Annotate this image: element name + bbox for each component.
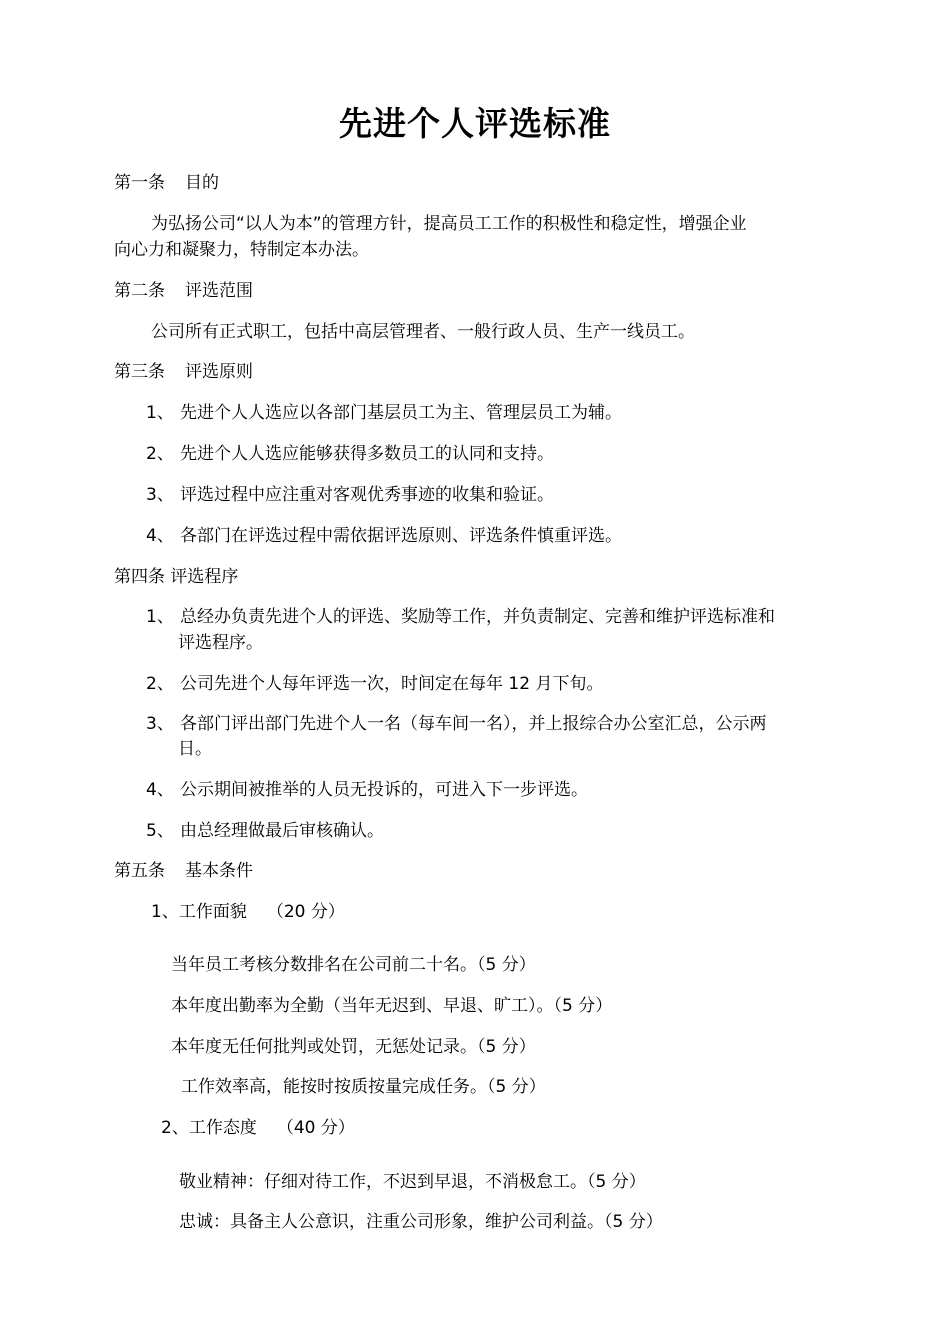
article-2-number: 第二条 (114, 281, 165, 301)
list-item-number: 1、 (146, 403, 174, 423)
list-item-text: 公示期间被推举的人员无投诉的，可进入下一步评选。 (180, 780, 588, 800)
list-item-continuation: 评选程序。 (178, 633, 263, 653)
list-item-text: 各部门在评选过程中需依据评选原则、评选条件慎重评选。 (180, 526, 622, 546)
criterion-item: 本年度无任何批判或处罚，无惩处记录。（5 分） (171, 1037, 536, 1057)
subsection-1-score: （20 分） (266, 902, 345, 922)
list-item (146, 780, 588, 800)
list-item (146, 607, 775, 627)
list-item-number: 5、 (146, 821, 174, 841)
article-5-number: 第五条 (114, 861, 165, 881)
list-item-number: 1、 (146, 607, 174, 627)
article-1-name: 目的 (185, 173, 219, 193)
subsection-1-label: 1、工作面貌 (151, 902, 247, 922)
list-item-number: 2、 (146, 674, 174, 694)
subsection-2-heading (161, 1118, 355, 1138)
criterion-item: 本年度出勤率为全勤（当年无迟到、早退、旷工）。（5 分） (171, 996, 613, 1016)
article-5-name: 基本条件 (185, 861, 253, 881)
list-item-number: 2、 (146, 444, 174, 464)
list-item (146, 485, 554, 505)
article-5-heading (114, 861, 253, 881)
list-item (146, 444, 554, 464)
list-item-number: 3、 (146, 714, 174, 734)
list-item-text: 评选过程中应注重对客观优秀事迹的收集和验证。 (180, 485, 554, 505)
subsection-2-label: 2、工作态度 (161, 1118, 257, 1138)
article-4-heading: 第四条 评选程序 (114, 567, 239, 587)
criterion-item: 当年员工考核分数排名在公司前二十名。（5 分） (171, 955, 536, 975)
list-item-continuation: 日。 (178, 739, 212, 759)
criterion-item: 敬业精神：仔细对待工作，不迟到早退，不消极怠工。（5 分） (179, 1172, 646, 1192)
list-item-number: 4、 (146, 780, 174, 800)
list-item (146, 403, 622, 423)
article-1-number: 第一条 (114, 173, 165, 193)
article-1-body-line2: 向心力和凝聚力，特制定本办法。 (114, 240, 369, 260)
article-1-body-line1: 为弘扬公司“以人为本”的管理方针，提高员工工作的积极性和稳定性，增强企业 (151, 214, 747, 234)
list-item-number: 3、 (146, 485, 174, 505)
list-item (146, 674, 603, 694)
article-2-name: 评选范围 (185, 281, 253, 301)
list-item (146, 714, 767, 734)
list-item (146, 821, 384, 841)
criterion-item: 工作效率高，能按时按质按量完成任务。（5 分） (181, 1077, 546, 1097)
list-item-text: 先进个人人选应以各部门基层员工为主、管理层员工为辅。 (180, 403, 622, 423)
list-item (146, 526, 622, 546)
list-item-text: 总经办负责先进个人的评选、奖励等工作，并负责制定、完善和维护评选标准和 (180, 607, 775, 627)
article-2-body: 公司所有正式职工，包括中高层管理者、一般行政人员、生产一线员工。 (151, 322, 695, 342)
list-item-text: 先进个人人选应能够获得多数员工的认同和支持。 (180, 444, 554, 464)
article-1-heading (114, 173, 219, 193)
list-item-text: 由总经理做最后审核确认。 (180, 821, 384, 841)
list-item-number: 4、 (146, 526, 174, 546)
subsection-2-score: （40 分） (276, 1118, 355, 1138)
document-title: 先进个人评选标准 (339, 104, 611, 143)
list-item-text: 各部门评出部门先进个人一名（每车间一名），并上报综合办公室汇总，公示两 (180, 714, 767, 734)
article-3-name: 评选原则 (185, 362, 253, 382)
list-item-text: 公司先进个人每年评选一次，时间定在每年 12 月下旬。 (180, 674, 604, 694)
criterion-item: 忠诚：具备主人公意识，注重公司形象，维护公司利益。（5 分） (179, 1212, 663, 1232)
subsection-1-heading (151, 902, 345, 922)
article-2-heading (114, 281, 253, 301)
article-3-number: 第三条 (114, 362, 165, 382)
article-3-heading (114, 362, 253, 382)
